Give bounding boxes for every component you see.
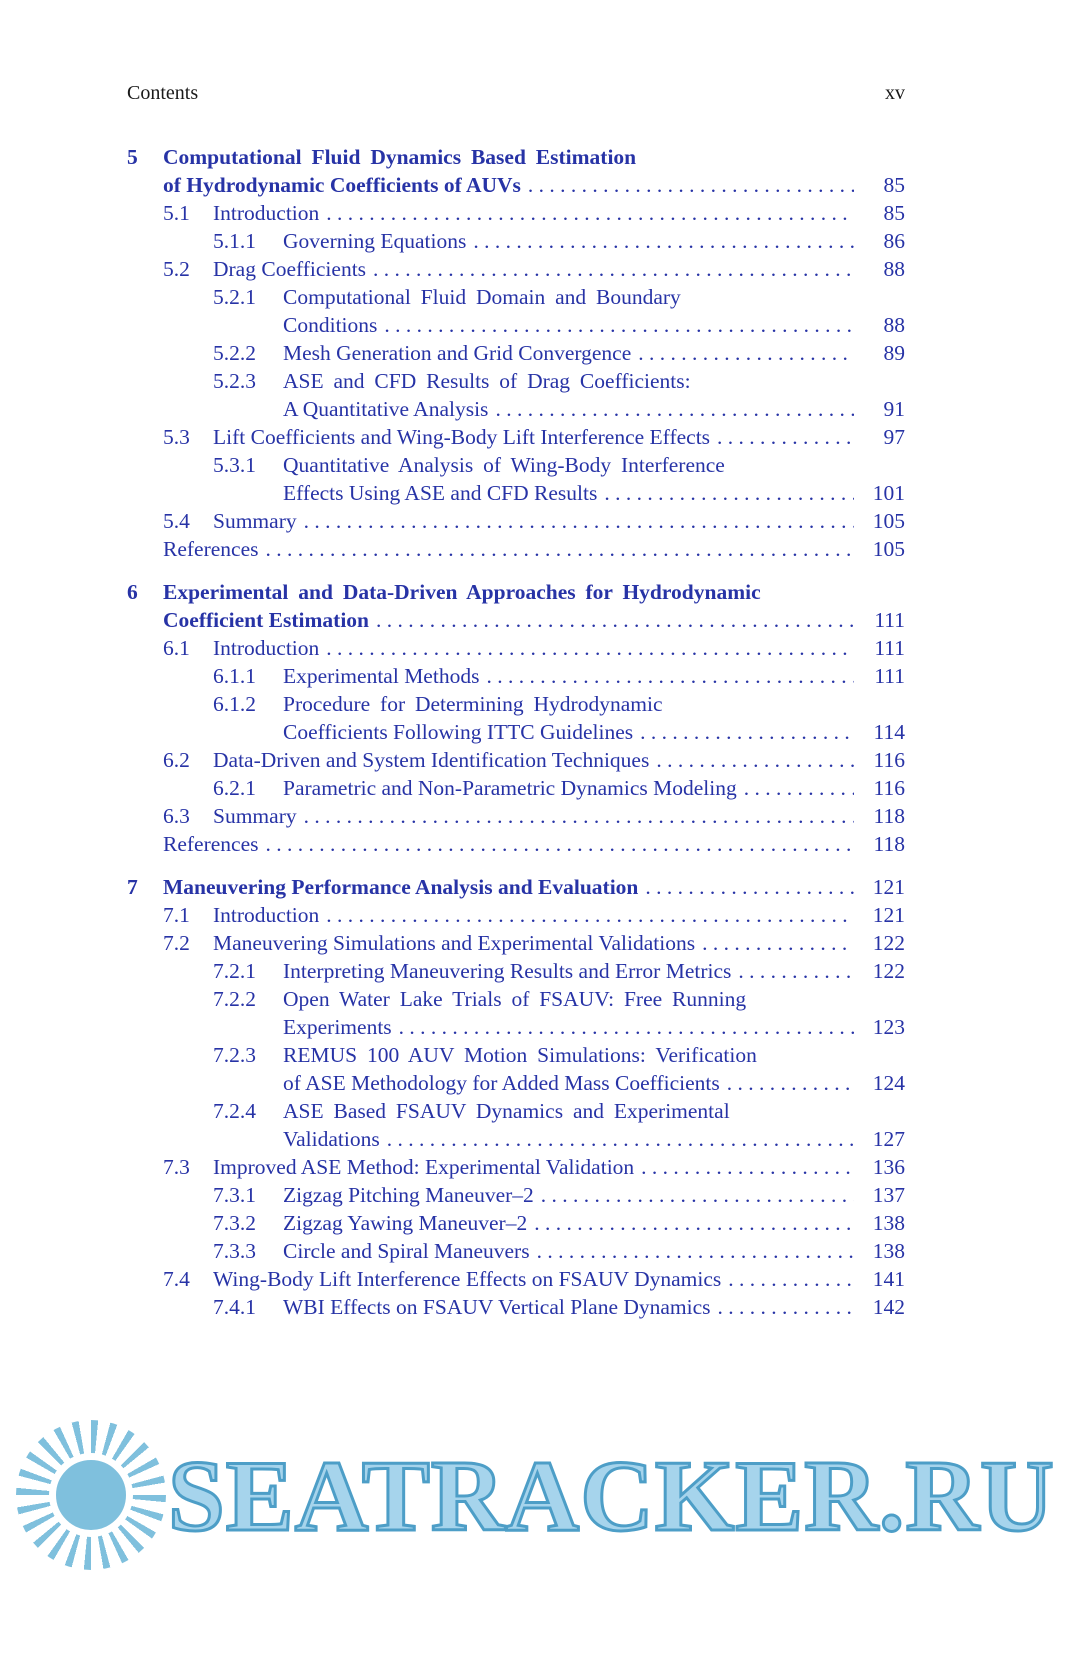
sun-logo-icon [16, 1420, 166, 1570]
entry-title: Circle and Spiral Maneuvers [283, 1239, 530, 1263]
page-number: 114 [873, 720, 905, 744]
toc-entry-line [127, 830, 905, 858]
toc-entry-line [127, 1153, 905, 1181]
toc-entry-line [127, 690, 905, 718]
page-number: 86 [883, 229, 905, 253]
entry-number: 5.4 [163, 509, 190, 533]
page-number: 123 [872, 1015, 905, 1039]
toc-entry-line [127, 339, 905, 367]
entry-title: of ASE Methodology for Added Mass Coefficients [283, 1071, 720, 1095]
toc-entry-line [127, 1125, 905, 1153]
toc-entry-line [127, 718, 905, 746]
dot-leader [534, 1209, 854, 1237]
page-number: 116 [873, 748, 905, 772]
entry-number: 6.2 [163, 748, 190, 772]
entry-number: 7.2.3 [213, 1043, 256, 1067]
entry-title: ASE Based FSAUV Dynamics and Experimental [283, 1099, 730, 1123]
toc-chapter-line [127, 578, 905, 606]
page-number: 127 [872, 1127, 905, 1151]
dot-leader [326, 901, 854, 929]
entry-title: of Hydrodynamic Coefficients of AUVs [163, 173, 521, 197]
toc-entry-line [127, 774, 905, 802]
dot-leader [387, 1125, 854, 1153]
entry-title: ASE and CFD Results of Drag Coefficients: [283, 369, 691, 393]
dot-leader [641, 1153, 854, 1181]
dot-leader [486, 662, 854, 690]
toc-entry-line [127, 985, 905, 1013]
entry-title: Experiments [283, 1015, 392, 1039]
entry-number: 7.3.1 [213, 1183, 256, 1207]
dot-leader [702, 929, 854, 957]
entry-title: Coefficient Estimation [163, 608, 370, 632]
entry-title: References [163, 537, 259, 561]
dot-leader [376, 606, 854, 634]
dot-leader [541, 1181, 854, 1209]
page-number: 121 [872, 903, 905, 927]
dot-leader [304, 802, 854, 830]
dot-leader [384, 311, 854, 339]
entry-title: Zigzag Pitching Maneuver–2 [283, 1183, 534, 1207]
entry-title: Zigzag Yawing Maneuver–2 [283, 1211, 528, 1235]
dot-leader [717, 423, 854, 451]
toc-entry-line [127, 311, 905, 339]
entry-number: 6.1 [163, 636, 190, 660]
page-number: 91 [883, 397, 905, 421]
entry-number: 7.2.4 [213, 1099, 256, 1123]
toc-entry-line [127, 1069, 905, 1097]
entry-number: 5.2.3 [213, 369, 256, 393]
page-number: 89 [883, 341, 905, 365]
entry-number: 6.2.1 [213, 776, 256, 800]
toc-entry-line [127, 1209, 905, 1237]
entry-number: 7.4 [163, 1267, 190, 1291]
page-number: 137 [872, 1183, 905, 1207]
dot-leader [640, 718, 854, 746]
chapter-block [127, 873, 905, 1321]
toc-entry-line [127, 395, 905, 423]
entry-title: Validations [283, 1127, 380, 1151]
toc-entry-line [127, 929, 905, 957]
chapter-block [127, 143, 905, 563]
toc-entry-line [127, 746, 905, 774]
toc-entry-line [127, 507, 905, 535]
entry-title: Conditions [283, 313, 378, 337]
toc-entry-line [127, 1181, 905, 1209]
dot-leader [718, 1293, 854, 1321]
entry-title: Introduction [213, 201, 320, 225]
toc-entry-line [127, 227, 905, 255]
toc-entry-line [127, 802, 905, 830]
entry-number: 7.3 [163, 1155, 190, 1179]
dot-leader [373, 255, 854, 283]
entry-title: Mesh Generation and Grid Convergence [283, 341, 632, 365]
entry-title: Quantitative Analysis of Wing-Body Interference [283, 453, 725, 477]
entry-number: 6.1.1 [213, 664, 256, 688]
entry-title: Experimental Methods [283, 664, 480, 688]
entry-number: 5 [127, 145, 138, 169]
page-number: 121 [872, 875, 905, 899]
dot-leader [399, 1013, 854, 1041]
dot-leader [738, 957, 854, 985]
entry-title: Interpreting Maneuvering Results and Error Metrics [283, 959, 732, 983]
entry-title: REMUS 100 AUV Motion Simulations: Verification [283, 1043, 757, 1067]
toc-entry-line [127, 634, 905, 662]
entry-title: Computational Fluid Dynamics Based Estimation [163, 145, 637, 169]
dot-leader [645, 873, 854, 901]
dot-leader [638, 339, 854, 367]
entry-number: 7.2.2 [213, 987, 256, 1011]
page-number: 111 [874, 664, 905, 688]
page-number: 141 [872, 1267, 905, 1291]
page-number: 111 [874, 608, 905, 632]
toc [127, 143, 905, 1321]
toc-entry-line [127, 423, 905, 451]
dot-leader [473, 227, 854, 255]
page-number: 118 [873, 832, 905, 856]
toc-entry-line [127, 367, 905, 395]
toc-entry-line [127, 662, 905, 690]
toc-entry-line [127, 1013, 905, 1041]
entry-number: 5.2 [163, 257, 190, 281]
dot-leader [727, 1069, 854, 1097]
toc-entry-line [127, 1097, 905, 1125]
toc-entry-line [127, 901, 905, 929]
entry-title: Maneuvering Performance Analysis and Evaluation [163, 875, 639, 899]
dot-leader [266, 830, 855, 858]
toc-chapter-line [127, 606, 905, 634]
entry-number: 7.2 [163, 931, 190, 955]
dot-leader [604, 479, 854, 507]
toc-entry-line [127, 1237, 905, 1265]
entry-title: Parametric and Non-Parametric Dynamics Modeling [283, 776, 737, 800]
entry-title: Procedure for Determining Hydrodynamic [283, 692, 663, 716]
entry-number: 6.1.2 [213, 692, 256, 716]
dot-leader [495, 395, 854, 423]
entry-title: Introduction [213, 636, 320, 660]
entry-number: 5.2.2 [213, 341, 256, 365]
entry-title: Lift Coefficients and Wing-Body Lift Interference Effects [213, 425, 711, 449]
entry-number: 7.3.3 [213, 1239, 256, 1263]
toc-chapter-line [127, 171, 905, 199]
dot-leader [537, 1237, 854, 1265]
page-number: 116 [873, 776, 905, 800]
dot-leader [656, 746, 854, 774]
page-number: 101 [872, 481, 905, 505]
page-number: 105 [872, 537, 905, 561]
entry-title: Maneuvering Simulations and Experimental Validations [213, 931, 696, 955]
dot-leader [728, 1265, 854, 1293]
entry-number: 7.4.1 [213, 1295, 256, 1319]
page-number: 138 [872, 1211, 905, 1235]
toc-entry-line [127, 451, 905, 479]
entry-number: 5.3 [163, 425, 190, 449]
entry-title: Introduction [213, 903, 320, 927]
page-number: 122 [872, 931, 905, 955]
entry-number: 6.3 [163, 804, 190, 828]
entry-number: 6 [127, 580, 138, 604]
entry-title: Improved ASE Method: Experimental Validation [213, 1155, 635, 1179]
entry-title: Coefficients Following ITTC Guidelines [283, 720, 634, 744]
page-number: 118 [873, 804, 905, 828]
running-header-contents: Contents [127, 82, 199, 104]
entry-number: 5.1 [163, 201, 190, 225]
entry-number: 5.1.1 [213, 229, 256, 253]
page-number: 136 [872, 1155, 905, 1179]
entry-title: Summary [213, 804, 297, 828]
dot-leader [744, 774, 854, 802]
toc-entry-line [127, 535, 905, 563]
entry-title: Wing-Body Lift Interference Effects on FSAUV Dynamics [213, 1267, 722, 1291]
entry-number: 5.2.1 [213, 285, 256, 309]
entry-number: 7 [127, 875, 138, 899]
toc-entry-line [127, 255, 905, 283]
entry-title: Drag Coefficients [213, 257, 367, 281]
entry-title: WBI Effects on FSAUV Vertical Plane Dynamics [283, 1295, 711, 1319]
watermark [0, 1418, 1080, 1578]
entry-title: Computational Fluid Domain and Boundary [283, 285, 681, 309]
dot-leader [304, 507, 854, 535]
entry-number: 7.1 [163, 903, 190, 927]
entry-title: Summary [213, 509, 297, 533]
page-number: 88 [883, 313, 905, 337]
toc-chapter-line [127, 143, 905, 171]
page-number: 124 [872, 1071, 905, 1095]
page-number: 142 [872, 1295, 905, 1319]
page-number: 122 [872, 959, 905, 983]
page-number: 88 [883, 257, 905, 281]
entry-title: Governing Equations [283, 229, 467, 253]
entry-title: Effects Using ASE and CFD Results [283, 481, 598, 505]
toc-entry-line [127, 1265, 905, 1293]
toc-entry-line [127, 199, 905, 227]
folio-roman-numeral: xv [885, 82, 905, 104]
dot-leader [528, 171, 854, 199]
entry-number: 7.2.1 [213, 959, 256, 983]
toc-entry-line [127, 283, 905, 311]
page-number: 111 [874, 636, 905, 660]
toc-entry-line [127, 1293, 905, 1321]
page-number: 138 [872, 1239, 905, 1263]
toc-entry-line [127, 957, 905, 985]
page-number: 85 [883, 173, 905, 197]
entry-title: Experimental and Data-Driven Approaches for Hydrodynamic [163, 580, 761, 604]
dot-leader [326, 634, 854, 662]
entry-number: 7.3.2 [213, 1211, 256, 1235]
page-number: 85 [883, 201, 905, 225]
watermark-text: SEATRACKER.RU [168, 1439, 1055, 1553]
dot-leader [326, 199, 854, 227]
toc-entry-line [127, 1041, 905, 1069]
entry-number: 5.3.1 [213, 453, 256, 477]
page-number: 97 [883, 425, 905, 449]
toc-chapter-line [127, 873, 905, 901]
page-number: 105 [872, 509, 905, 533]
entry-title: A Quantitative Analysis [283, 397, 489, 421]
entry-title: Open Water Lake Trials of FSAUV: Free Running [283, 987, 747, 1011]
dot-leader [266, 535, 855, 563]
entry-title: Data-Driven and System Identification Techniques [213, 748, 650, 772]
chapter-block [127, 578, 905, 858]
page-header [127, 82, 905, 105]
toc-entry-line [127, 479, 905, 507]
entry-title: References [163, 832, 259, 856]
